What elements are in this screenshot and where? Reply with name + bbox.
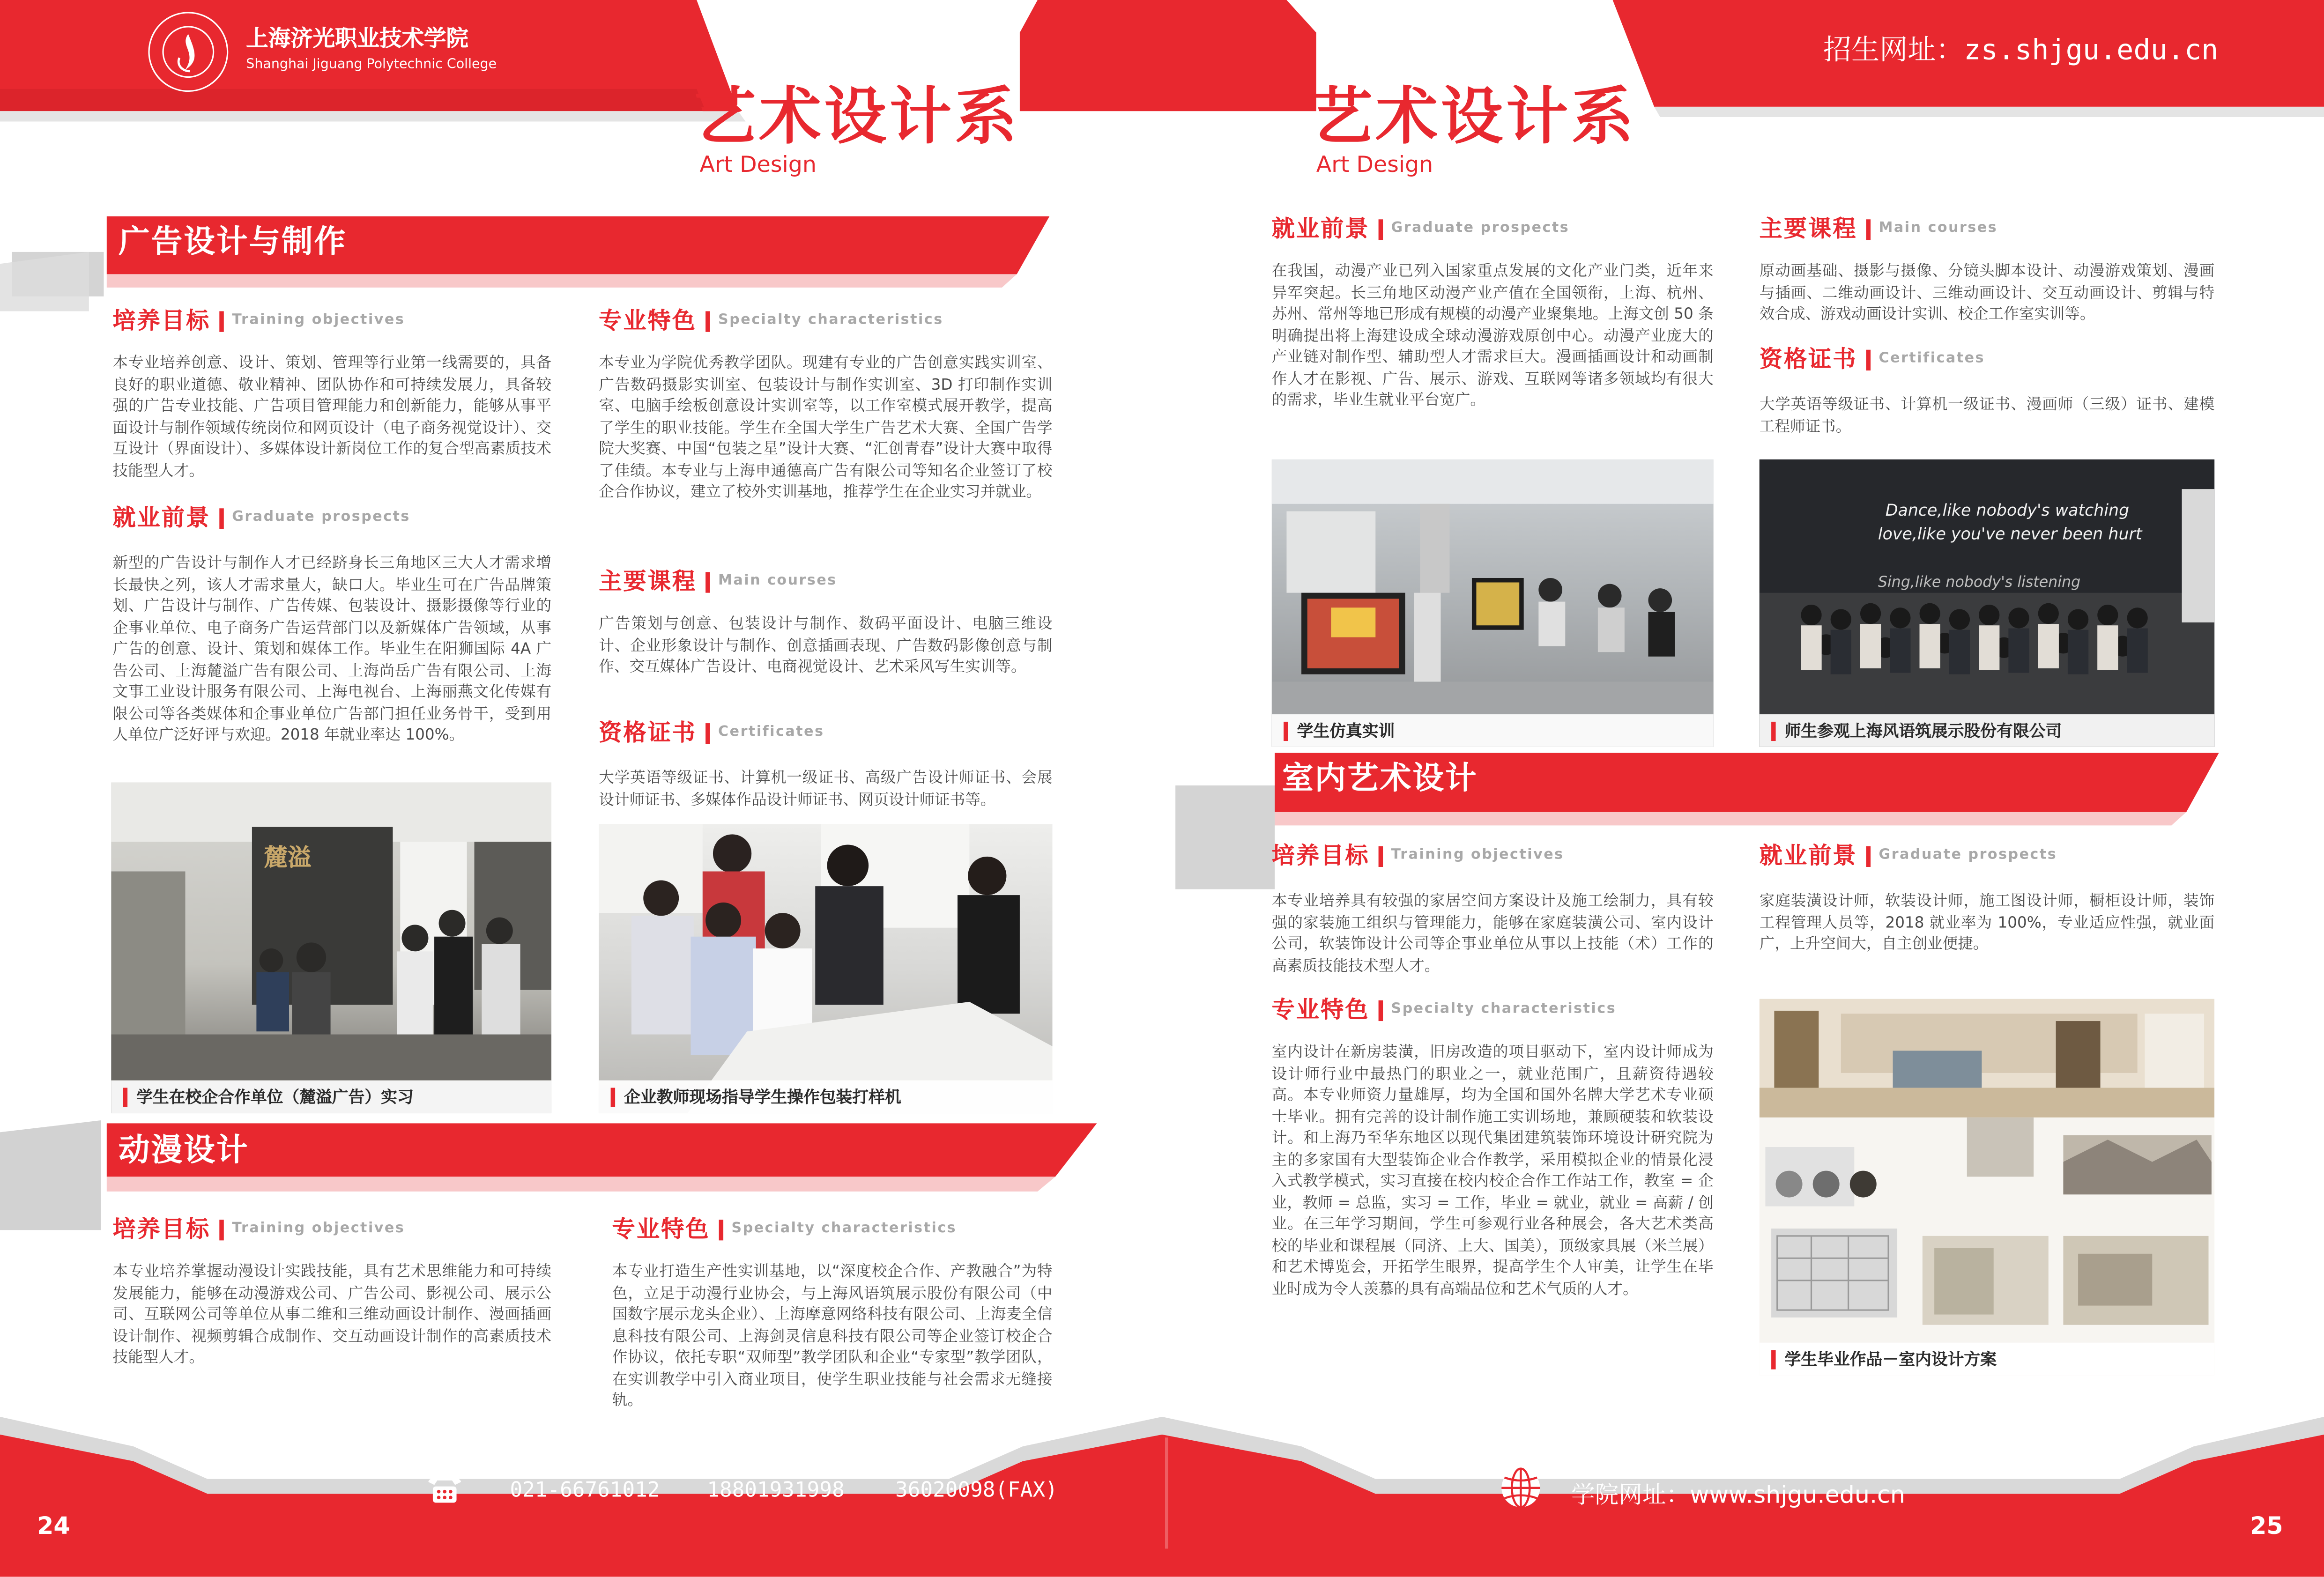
anim-prospects-heading: 就业前景 Graduate prospects xyxy=(1271,215,1570,243)
phone-icon xyxy=(425,1472,464,1504)
anim-courses-text: 原动画基础、摄影与摄像、分镜头脚本设计、动漫游戏策划、漫画与插画、二维动画设计、三维动画设计、交互动画设计、剪辑与特效合成、游戏动画设计实训、校企工作室实训等。 xyxy=(1759,262,2215,323)
interior-plan-photo xyxy=(1760,999,2214,1376)
interior-objectives-text: 本专业培养具有较强的家居空间方案设计及施工绘制力，具有较强的家装施工组织与管理能力，能够在家庭装潢公司、室内设计公司，软装饰设计公司等企事业单位从事以上技能（术）工作的高素质技能技术型人才。 xyxy=(1271,892,1714,975)
interior-prospects-heading: 就业前景 Graduate prospects xyxy=(1759,842,2057,869)
footer-phone-1: 021-66761012 xyxy=(510,1479,660,1503)
anim-specialty-text: 本专业打造生产性实训基地，以“深度校企合作、产教融合”为特色，立足于动漫行业协会，与上海风语筑展示股份有限公司（中国数字展示龙头企业）、上海摩意网络科技有限公司、上海麦全信息科技有限公司、上海剑灵信息科技有限公司等企业签订校企合作协议，依托专职“双师型”教学团队和企业“专家型”教学团队，在实训教学中引入商业项目，使学生职业技能与社会需求无缝接轨。 xyxy=(612,1262,1053,1410)
ad-prospects-text: 新型的广告设计与制作人才已经跻身长三角地区三大人才需求增长最快之列，该人才需求量大，缺口大。毕业生可在广告品牌策划、广告设计与制作、广告传媒、包装设计、摄影摄像等行业的企事业单位、电子商务广告运营部门以及新媒体广告领域，从事广告的创意、设计、策划和媒体工作。毕业生在阳狮国际 4A 广告公司、上海麓溢广告有限公司、上海尚岳广告有限公司、上海文事工业设计服务有限公司、上海电视台、上海丽燕文化传媒有限公司等各类媒体和企事业单位广告部门担任业务骨干，受到用人单位广泛好评与欢迎。2018 年就业率达 100%。 xyxy=(112,554,552,744)
ad-teacher-caption-bar xyxy=(599,1081,1052,1113)
ad-section-title: 广告设计与制作 xyxy=(119,223,347,259)
school-name-en: Shanghai Jiguang Polytechnic College xyxy=(246,58,497,73)
ad-objectives-heading: 培养目标 Training objectives xyxy=(112,307,405,334)
anim-objectives-text: 本专业培养掌握动漫设计实践技能，具有艺术思维能力和可持续发展能力，能够在动漫游戏公司、广告公司、影视公司、展示公司、互联网公司等单位从事二维和三维动画设计制作、漫画插画设计制作、视频剪辑合成制作、交互动画设计制作的高素质技术技能型人才。 xyxy=(112,1262,552,1367)
ad-objectives-text: 本专业培养创意、设计、策划、管理等行业第一线需要的，具备良好的职业道德、敬业精神、团队协作和可持续发展力，具备较强的广告专业技能、广告项目管理能力和创新能力，能够从事平面设计与制作领域传统岗位和网页设计（电子商务视觉设计）、交互设计（界面设计）、多媒体设计新岗位工作的复合型高素质技术技能型人才。 xyxy=(112,354,552,480)
interior-prospects-text: 家庭装潢设计师，软装设计师，施工图设计师，橱柜设计师，装饰工程管理人员等，2018 就业率为 100%，专业适应性强，就业面广，上升空间大，自主创业便捷。 xyxy=(1759,892,2215,953)
ad-partner-logo-text: 麓溢 xyxy=(264,843,312,872)
anim-objectives-heading: 培养目标 Training objectives xyxy=(112,1216,405,1243)
ad-internship-caption: 学生在校企合作单位（麓溢广告）实习 xyxy=(136,1088,414,1107)
anim-visit-photo xyxy=(1760,459,2214,747)
interior-plan-caption-bar xyxy=(1760,1343,2214,1376)
wall-slogan-line-1: Dance,like nobody's watching xyxy=(1885,501,2130,520)
dept-title-left: 艺术设计系 xyxy=(693,80,1020,153)
ad-teacher-photo xyxy=(599,824,1052,1113)
ad-prospects-heading: 就业前景 Graduate prospects xyxy=(112,504,410,532)
dept-subtitle-left: Art Design xyxy=(699,151,817,178)
ad-teacher-caption: 企业教师现场指导学生操作包装打样机 xyxy=(624,1088,901,1107)
anim-certificates-text: 大学英语等级证书、计算机一级证书、漫画师（三级）证书、建模工程师证书。 xyxy=(1759,395,2215,435)
page-number-right: 25 xyxy=(2250,1511,2283,1540)
ad-courses-text: 广告策划与创意、包装设计与制作、数码平面设计、电脑三维设计、企业形象设计与制作、创意插画表现、广告数码影像创意与制作、交互媒体广告设计、电商视觉设计、艺术采风写生实训等。 xyxy=(599,615,1053,676)
anim-training-photo xyxy=(1272,459,1714,747)
footer-fax: 36020098(FAX) xyxy=(895,1479,1058,1503)
college-logo-icon xyxy=(148,12,228,92)
ad-internship-photo xyxy=(111,783,551,1113)
anim-courses-heading: 主要课程 Main courses xyxy=(1759,215,1998,243)
anim-specialty-heading: 专业特色 Specialty characteristics xyxy=(612,1216,957,1243)
footer-divider xyxy=(1165,1437,1168,1548)
ad-courses-heading: 主要课程 Main courses xyxy=(599,568,837,595)
ad-internship-caption-bar xyxy=(111,1081,551,1113)
interior-specialty-heading: 专业特色 Specialty characteristics xyxy=(1271,996,1617,1023)
ad-certificates-heading: 资格证书 Certificates xyxy=(599,719,824,747)
anim-section-title: 动漫设计 xyxy=(119,1132,249,1168)
dept-subtitle-right: Art Design xyxy=(1316,151,1433,178)
page-number-left: 24 xyxy=(37,1511,70,1540)
ad-specialty-heading: 专业特色 Specialty characteristics xyxy=(599,307,943,334)
anim-training-caption: 学生仿真实训 xyxy=(1297,721,1395,741)
wall-slogan-line-3: Sing,like nobody's listening xyxy=(1878,575,2081,592)
anim-visit-caption: 师生参观上海风语筑展示股份有限公司 xyxy=(1784,721,2062,741)
interior-plan-caption: 学生毕业作品－室内设计方案 xyxy=(1784,1350,1997,1370)
enrollment-website: 招生网址：zs.shjgu.edu.cn xyxy=(1823,34,2219,67)
anim-certificates-heading: 资格证书 Certificates xyxy=(1759,346,1985,373)
ad-specialty-text: 本专业为学院优秀教学团队。现建有专业的广告创意实践实训室、广告数码摄影实训室、包装设计与制作实训室、3D 打印制作实训室、电脑手绘板创意设计实训室等，以工作室模式展开教学，提高了学生的职业技能。学生在全国大学生广告艺术大赛、全国广告学院大奖赛、中国“包装之星”设计大赛、“汇创青春”设计大赛中取得了佳绩。本专业与上海申通德高广告有限公司等知名企业签订了校企合作协议，建立了校外实训基地，推荐学生在企业实习并就业。 xyxy=(599,354,1053,501)
interior-specialty-text: 室内设计在新房装潢，旧房改造的项目驱动下，室内设计师成为设计师行业中最热门的职业之一，就业范围广，且薪资待遇较高。本专业师资力量雄厚，均为全国和国外名牌大学艺术专业硕士毕业。拥有完善的设计制作施工实训场地，兼顾硬装和软装设计。和上海乃至华东地区以现代集团建筑装饰环境设计研究院为主的多家国有大型装饰企业合作教学，采用模拟企业的情景化浸入式教学模式，实习直接在校内校企合作工作站工作，教室 = 企业，教师 = 总监，实习 = 工作，毕业 = 就业，就业 = 高薪 / 创业。在三年学习期间，学生可参观行业各种展会，各大艺术类高校的毕业和课程展（同济、上大、国美），顶级家具展（米兰展）和艺术博览会，开拓学生眼界，提高学生个人审美，让学生在毕业时成为令人羡慕的具有高端品位和艺术气质的人才。 xyxy=(1271,1043,1714,1298)
ad-certificates-text: 大学英语等级证书、计算机一级证书、高级广告设计师证书、会展设计师证书、多媒体作品设计师证书、网页设计师证书等。 xyxy=(599,769,1053,809)
footer-college-website: 学院网址：www.shjgu.edu.cn xyxy=(1571,1480,1906,1509)
footer-band-graphics xyxy=(0,1405,2324,1577)
anim-prospects-text: 在我国，动漫产业已列入国家重点发展的文化产业门类，近年来异军突起。长三角地区动漫产业产值在全国领衔，上海、杭州、苏州、常州等地已形成有规模的动漫产业聚集地。上海文创 50 条明确提出将上海建设成全球动漫游戏原创中心。动漫产业庞大的产业链对制作型、辅助型人才需求巨大。漫画插画设计和动画制作人才在影视、广告、展示、游戏、互联网等诸多领域均有很大的需求，毕业生就业平台宽广。 xyxy=(1271,262,1714,409)
school-name-cn: 上海济光职业技术学院 xyxy=(246,25,468,52)
interior-objectives-heading: 培养目标 Training objectives xyxy=(1271,842,1564,869)
wall-slogan-line-2: love,like you've never been hurt xyxy=(1878,525,2142,544)
globe-icon xyxy=(1499,1466,1543,1510)
dept-title-right: 艺术设计系 xyxy=(1310,80,1637,153)
interior-section-title: 室内艺术设计 xyxy=(1282,760,1478,796)
footer-phone-2: 18801931998 xyxy=(707,1479,845,1503)
